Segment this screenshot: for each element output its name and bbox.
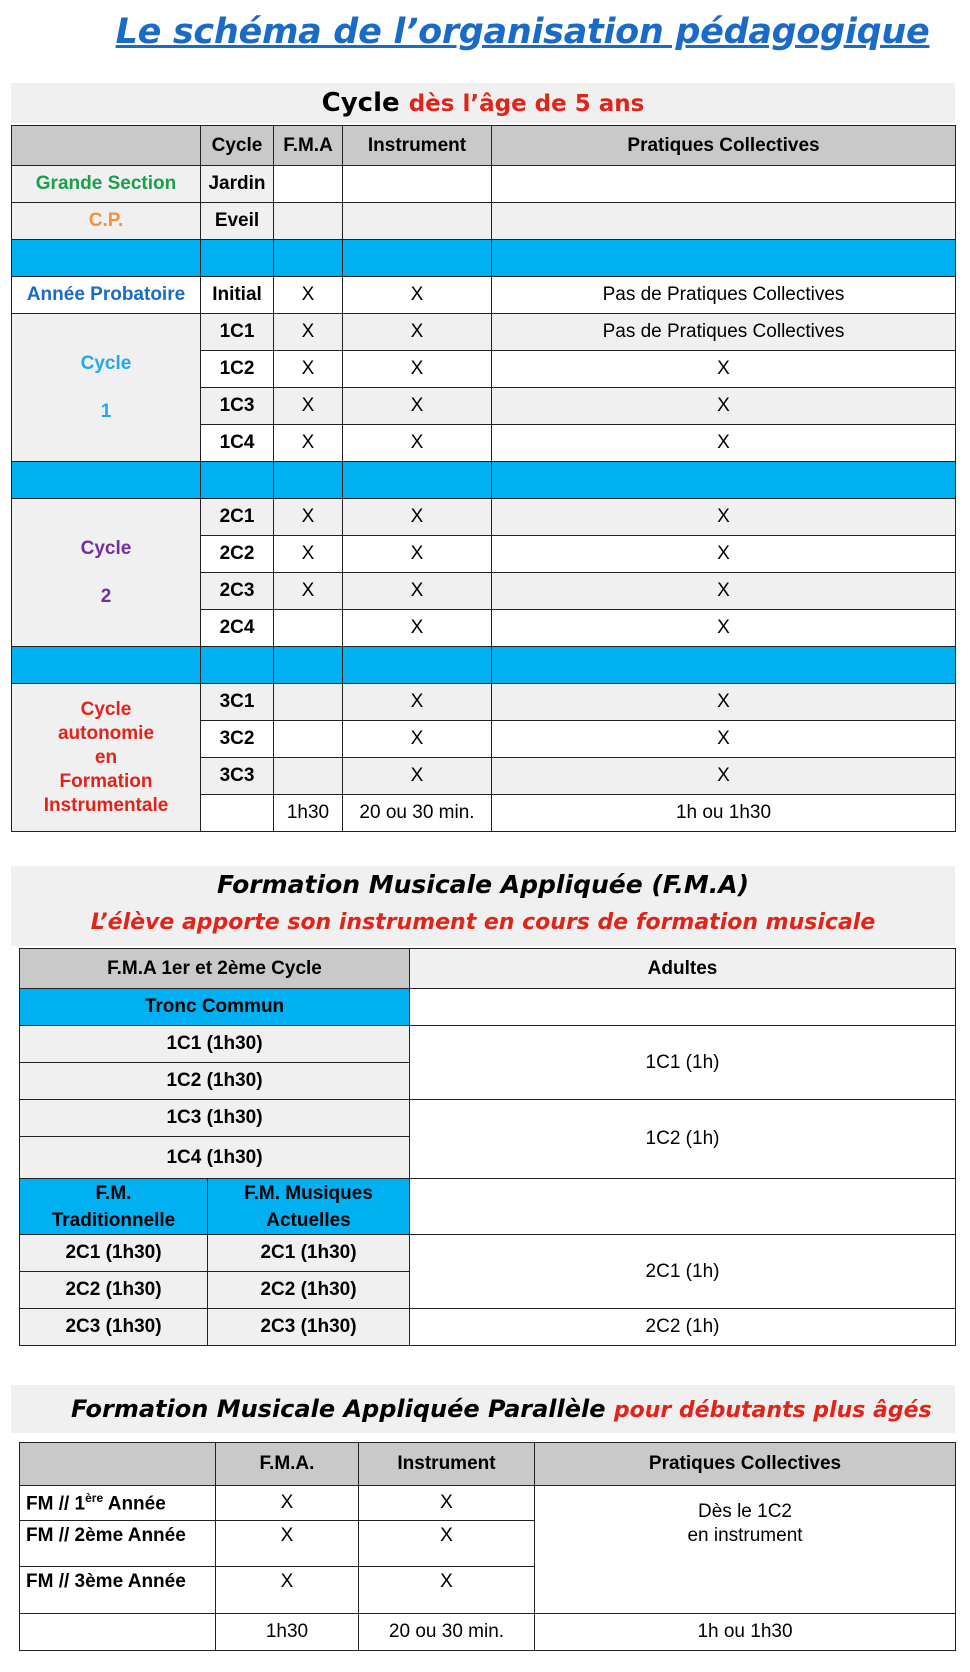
cycle-1-label [12,314,201,462]
fma-subheading: L’élève apporte son instrument en cours de formation musicale [90,910,876,935]
table-row [12,166,956,203]
tronc-commun: Tronc Commun [20,989,410,1026]
cycle-3-line: Formation [59,770,153,792]
separator-row [12,240,956,277]
cycle-1c1: 1C1 [201,314,274,351]
cycle-3c3: 3C3 [201,758,274,795]
cycle-3-line: en [94,746,118,768]
ma-2c1: 2C1 (1h30) [208,1235,410,1272]
cycle-1c3: 1C3 [201,388,274,425]
header-empty [12,126,201,166]
x-mark: X [343,277,492,314]
cycle-2-word: Cycle [80,537,132,559]
header-pratiques: Pratiques Collectives [492,126,956,166]
x-mark: X [216,1567,359,1614]
level-cp: C.P. [12,203,201,240]
cycle-3c2: 3C2 [201,721,274,758]
no-pratiques: Pas de Pratiques Collectives [492,277,956,314]
cycle-table [11,125,956,832]
x-mark: X [492,425,956,462]
x-mark: X [216,1486,359,1521]
cycle-2-label [12,499,201,647]
x-mark: X [343,610,492,647]
x-mark: X [343,721,492,758]
x-mark: X [492,758,956,795]
fma-1c3: 1C3 (1h30) [20,1100,410,1137]
ma-2c3: 2C3 (1h30) [208,1309,410,1346]
table-row [20,1235,956,1272]
adult-1c1: 1C1 (1h) [410,1026,956,1100]
fm-1ere-annee [20,1486,216,1521]
x-mark: X [492,573,956,610]
fm-1-sup: ère [85,1490,104,1505]
cycle-3-line: autonomie [57,722,155,744]
duration-pratiques: 1h ou 1h30 [535,1614,956,1651]
x-mark: X [343,314,492,351]
parallel-table [19,1442,956,1651]
x-mark: X [274,536,343,573]
cycle-section-heading [11,83,955,123]
x-mark: X [343,499,492,536]
trad-2c1: 2C1 (1h30) [20,1235,208,1272]
header-empty [20,1443,216,1486]
x-mark: X [343,758,492,795]
table-row [20,1179,956,1235]
x-mark: X [492,610,956,647]
fm-ma-line: F.M. Musiques [244,1182,373,1204]
no-pratiques: Pas de Pratiques Collectives [492,314,956,351]
fm-3eme-annee: FM // 3ème Année [20,1567,216,1614]
cycle-3-line: Cycle [80,698,132,720]
header-pratiques: Pratiques Collectives [535,1443,956,1486]
x-mark: X [492,684,956,721]
x-mark: X [343,388,492,425]
duration-fma: 1h30 [216,1614,359,1651]
fma-1c1: 1C1 (1h30) [20,1026,410,1063]
header-adultes: Adultes [410,949,956,989]
x-mark: X [343,573,492,610]
x-mark: X [343,684,492,721]
cycle-2c2: 2C2 [201,536,274,573]
adult-2c1: 2C1 (1h) [410,1235,956,1309]
cycle-1c4: 1C4 [201,425,274,462]
duration-fma: 1h30 [274,795,343,832]
fma-1c4: 1C4 (1h30) [20,1137,410,1179]
x-mark: X [274,277,343,314]
separator-row [12,462,956,499]
duration-instrument: 20 ou 30 min. [343,795,492,832]
pratiques-note-line: Dès le 1C2 [698,1501,792,1522]
duration-instrument: 20 ou 30 min. [359,1614,535,1651]
page-title: Le schéma de l’organisation pédagogique [115,12,930,52]
fm-2eme-annee: FM // 2ème Année [20,1521,216,1567]
fma-1c2: 1C2 (1h30) [20,1063,410,1100]
cycle-3-label [12,684,201,832]
x-mark: X [492,499,956,536]
x-mark: X [274,314,343,351]
fm-ma-line: Actuelles [266,1209,351,1231]
x-mark: X [216,1521,359,1567]
cycle-3-line: Instrumentale [43,794,169,816]
parallel-heading: Formation Musicale Appliquée Parallèle [71,1395,606,1423]
x-mark: X [343,425,492,462]
trad-2c2: 2C2 (1h30) [20,1272,208,1309]
parallel-heading-sub: pour débutants plus âgés [613,1398,932,1423]
fm-musiques-actuelles [208,1179,410,1235]
table-row [20,1309,956,1346]
table-row [12,203,956,240]
cycle-2c3: 2C3 [201,573,274,610]
cycle-1-word: Cycle [80,352,132,374]
cycle-1-number: 1 [100,400,112,422]
table-row [20,1614,956,1651]
cycle-2-number: 2 [100,585,112,607]
cycle-eveil: Eveil [201,203,274,240]
fma-table [19,948,956,1346]
header-fma: F.M.A. [216,1443,359,1486]
level-annee-probatoire: Année Probatoire [12,277,201,314]
fma-section-heading [11,866,955,946]
x-mark: X [492,721,956,758]
x-mark: X [274,388,343,425]
x-mark: X [274,573,343,610]
fma-heading: Formation Musicale Appliquée (F.M.A) [216,870,750,899]
table-row [12,314,956,351]
table-row [20,1026,956,1063]
x-mark: X [359,1567,535,1614]
header-instrument: Instrument [343,126,492,166]
table-row [20,1100,956,1137]
cycle-heading-main: Cycle [321,88,400,118]
x-mark: X [274,499,343,536]
header-instrument: Instrument [359,1443,535,1486]
parallel-section-heading [11,1385,955,1433]
x-mark: X [492,351,956,388]
fm-trad-line: F.M. [95,1182,132,1204]
cycle-jardin: Jardin [201,166,274,203]
fm-traditionnelle [20,1179,208,1235]
cycle-initial: Initial [201,277,274,314]
x-mark: X [492,388,956,425]
fm-1-post: Année [103,1493,166,1515]
table-row [20,1486,956,1521]
x-mark: X [343,351,492,388]
cycle-1c2: 1C2 [201,351,274,388]
table-row [20,989,956,1026]
header-fma-cycles: F.M.A 1er et 2ème Cycle [20,949,410,989]
cycle-2c4: 2C4 [201,610,274,647]
pratiques-note [535,1486,956,1614]
fm-1-pre: FM // 1 [26,1493,86,1515]
header-cycle: Cycle [201,126,274,166]
adult-1c2: 1C2 (1h) [410,1100,956,1179]
x-mark: X [274,351,343,388]
fm-trad-line: Traditionnelle [51,1209,176,1231]
x-mark: X [492,536,956,573]
cycle-2c1: 2C1 [201,499,274,536]
level-grande-section: Grande Section [12,166,201,203]
pratiques-note-line: en instrument [687,1525,803,1546]
trad-2c3: 2C3 (1h30) [20,1309,208,1346]
duration-pratiques: 1h ou 1h30 [492,795,956,832]
table-row [12,499,956,536]
table-row [12,277,956,314]
x-mark: X [359,1521,535,1567]
x-mark: X [359,1486,535,1521]
separator-row [12,647,956,684]
cycle-3c1: 3C1 [201,684,274,721]
x-mark: X [274,425,343,462]
table-row [12,684,956,721]
adult-2c2: 2C2 (1h) [410,1309,956,1346]
cycle-heading-sub: dès l’âge de 5 ans [408,91,645,117]
ma-2c2: 2C2 (1h30) [208,1272,410,1309]
x-mark: X [343,536,492,573]
header-fma: F.M.A [274,126,343,166]
